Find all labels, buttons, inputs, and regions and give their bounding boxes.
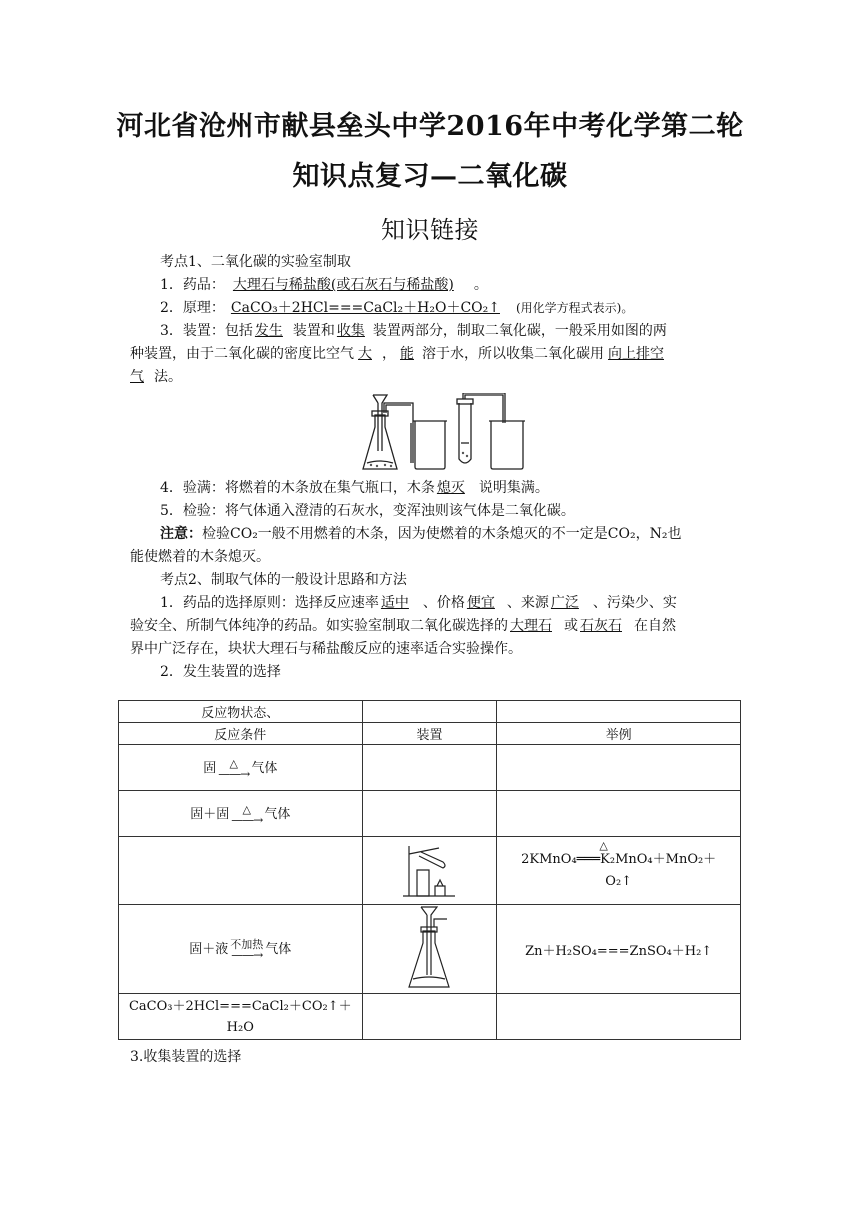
flask-funnel-icon [407, 905, 451, 989]
k1-device-line3-b: 法。 [154, 369, 182, 385]
k1-note-line2: 能使燃着的木条熄灭。 [130, 549, 270, 565]
table-cell-example [497, 837, 741, 905]
k1-drug-answer: 大理石与稀盐酸(或石灰石与稀盐酸) [232, 277, 454, 293]
k1-device-text-a: 3．装置：包括 [160, 323, 253, 339]
table-cell-example: Zn＋H₂SO₄===ZnSO₄＋H₂↑ [497, 905, 741, 994]
caco3-equation-line2: H₂O [226, 1019, 254, 1035]
table-cell-device [362, 994, 497, 1040]
k1-full-answer: 熄灭 [436, 480, 465, 496]
table-header-example: 举例 [497, 723, 741, 745]
k2-p1-g: 、污染少、实 [592, 595, 677, 611]
kmno4-equation-line1: 2KMnO₄═══K₂MnO₄＋MnO₂＋ [521, 851, 717, 867]
table-cell-device [362, 905, 497, 994]
k2-answer-limestone: 石灰石 [580, 618, 622, 634]
table-cell-state [119, 905, 363, 994]
k1-principle-answer: CaCO₃＋2HCl===CaCl₂＋H₂O＋CO₂↑ [230, 300, 500, 316]
k1-full-a: 4．验满：将燃着的木条放在集气瓶口，木条 [160, 480, 435, 496]
k1-principle-note: (用化学方程式表示)。 [515, 301, 634, 315]
k1-device-text-b: 装置和 [292, 323, 335, 339]
k1-device-answer-shouji: 收集 [336, 323, 365, 339]
k1-device-line2-a: 种装置，由于二氧化碳的密度比空气 [130, 346, 354, 362]
k2-p2: 2．发生装置的选择 [160, 664, 281, 680]
product-text: 气体 [264, 806, 291, 822]
k1-drug [160, 273, 770, 297]
k2-p1-line2 [130, 614, 740, 638]
table-row [119, 791, 741, 837]
kmno4-equation [497, 838, 740, 871]
kmno4-equation-line2: O₂↑ [605, 873, 633, 889]
k1-device-answer-method: 向上排空 [608, 346, 664, 362]
k2-answer-price: 便宜 [466, 595, 495, 611]
doc-title-line2-bold: 二氧化碳 [457, 161, 568, 192]
section-title: 知识链接 [381, 216, 479, 244]
k1-device-answer-da: 大 [358, 346, 372, 362]
table-cell-state [119, 837, 363, 905]
k2-p1-line2-e: 在自然 [634, 618, 676, 634]
reaction-arrow: 不加热 ——→ [230, 938, 264, 962]
product-text: 气体 [265, 942, 292, 957]
k1-device-line2-e: 溶于水，所以收集二氧化碳用 [422, 346, 604, 362]
generation-device-table [118, 700, 741, 1040]
k2-heading: 考点2、制取气体的一般设计思路和方法 [160, 572, 407, 588]
k2-answer-source: 广泛 [550, 595, 579, 611]
k1-principle-label: 2．原理： [160, 300, 225, 316]
heat-symbol: △ [599, 838, 608, 852]
k1-full-c: 说明集满。 [478, 480, 549, 496]
table-cell-state [119, 791, 363, 837]
table-header-condition: 反应条件 [119, 723, 363, 745]
k2-p1-e: 、来源 [506, 595, 549, 611]
k1-device-line1 [160, 319, 770, 343]
table-cell-device [362, 837, 497, 905]
k1-drug-label: 1．药品： [160, 277, 225, 293]
k2-p1-a: 1．药品的选择原则：选择反应速率 [160, 595, 379, 611]
table-cell-example [497, 745, 741, 791]
k2-p1-c: 、价格 [422, 595, 465, 611]
reaction-arrow: △ ——→ [218, 756, 250, 781]
table-cell-example [497, 994, 741, 1040]
k2-p1-line1 [160, 591, 770, 615]
table-row [119, 837, 741, 905]
k2-p3: 3.收集装置的选择 [130, 1049, 242, 1065]
k2-p1-line3: 界中广泛存在，块状大理石与稀盐酸反应的速率适合实验操作。 [130, 641, 522, 657]
table-row [119, 905, 741, 994]
table-cell-device [362, 745, 497, 791]
table-row [119, 745, 741, 791]
table-header-empty [362, 701, 497, 723]
k1-heading: 考点1、二氧化碳的实验室制取 [160, 254, 351, 270]
k2-p1-line2-a: 验安全、所制气体纯净的药品。如实验室制取二氧化碳选择的 [130, 618, 508, 634]
k1-device-line2-c: ， [382, 346, 396, 362]
doc-title-line2-prefix: 知识点复习— [292, 161, 458, 192]
table-cell-device [362, 791, 497, 837]
product-text: 气体 [251, 760, 278, 776]
reactant-text: 固＋液 [189, 942, 229, 957]
caco3-equation-line1: CaCO₃＋2HCl===CaCl₂＋CO₂↑＋ [128, 998, 352, 1014]
no-heat-condition: 不加热 [230, 938, 264, 951]
k2-answer-rate: 适中 [380, 595, 409, 611]
k1-device-line2 [130, 342, 740, 366]
table-header-empty [497, 701, 741, 723]
reactant-text: 固 [203, 760, 217, 776]
table-header-device: 装置 [362, 723, 497, 745]
k1-note-text: 检验CO₂一般不用燃着的木条，因为使燃着的木条熄灭的不一定是CO₂，N₂也 [202, 526, 682, 542]
co2-apparatus-illustration [355, 393, 545, 473]
k1-device-text-c: 装置两部分，制取二氧化碳，一般采用如图的两 [372, 323, 667, 339]
table-cell-state [119, 994, 363, 1040]
k1-drug-end: 。 [473, 277, 488, 293]
table-cell-example [497, 791, 741, 837]
k1-device-answer-neng: 能 [400, 346, 414, 362]
k1-test: 5．检验：将气体通入澄清的石灰水，变浑浊则该气体是二氧化碳。 [160, 503, 575, 519]
k1-principle [160, 296, 770, 320]
doc-title-line1: 河北省沧州市献县垒头中学2016年中考化学第二轮 [116, 111, 744, 142]
k2-p1-line2-c: 或 [564, 618, 578, 634]
k1-note-label: 注意： [160, 526, 202, 542]
reactant-text: 固＋固 [190, 806, 230, 822]
heat-symbol: △ [242, 802, 252, 816]
k1-full-check [160, 476, 770, 500]
k1-device-answer-method-end: 气 [130, 369, 144, 385]
heating-apparatus-icon [399, 840, 459, 898]
table-cell-state [119, 745, 363, 791]
reaction-arrow: △ ——→ [231, 802, 263, 827]
table-header-state: 反应物状态、 [119, 701, 363, 723]
k1-note [160, 522, 770, 546]
table-row [119, 994, 741, 1040]
heat-symbol: △ [229, 756, 239, 770]
doc-title-line2 [0, 154, 860, 193]
k2-answer-marble: 大理石 [510, 618, 552, 634]
k1-device-answer-fasheng: 发生 [254, 323, 283, 339]
k1-device-line3 [130, 365, 740, 389]
